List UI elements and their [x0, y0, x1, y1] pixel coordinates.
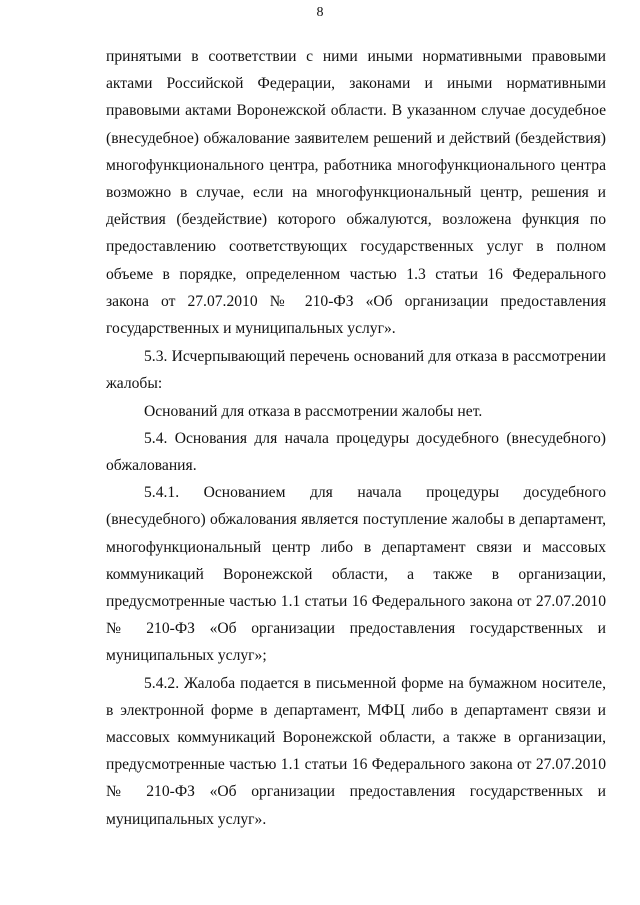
paragraph-5-4-1: 5.4.1. Основанием для начала процедуры досудебного (внесудебного) обжалования является поступление жалобы в департамент, многофункциональный центр либо в департамент связи и массовых коммуникаций Воронежской области, а также в организации, предусмотренные частью 1.1 статьи 16 Федерального закона от 27.07.2010 № 210-ФЗ «Об организации предоставления государственных и муниципальных услуг»;: [106, 484, 606, 665]
paragraph-5-4: 5.4. Основания для начала процедуры досудебного (внесудебного) обжалования.: [106, 429, 606, 475]
paragraph-5-3: 5.3. Исчерпывающий перечень оснований для отказа в рассмотрении жалобы:: [106, 348, 606, 393]
document-body: [106, 43, 606, 833]
paragraph-no-grounds: Оснований для отказа в рассмотрении жалобы нет.: [144, 402, 483, 420]
page-number: 8: [316, 5, 324, 20]
paragraph-5-4-2: 5.4.2. Жалоба подается в письменной форме на бумажном носителе, в электронной форме в департамент, МФЦ либо в департамент связи и массовых коммуникаций Воронежской области, а также в организации, предусмотренные частью 1.1 статьи 16 Федерального закона от 27.07.2010 № 210-ФЗ «Об организации предоставления государственных и муниципальных услуг».: [106, 674, 606, 828]
paragraph-continuation: принятыми в соответствии с ними иными нормативными правовыми актами Российской Федерации, законами и иными нормативными правовыми актами Воронежской области. В указанном случае досудебное (внесудебное) обжалование заявителем решений и действий (бездействия) многофункционального центра, работника многофункционального центра возможно в случае, если на многофункциональный центр, решения и действия (бездействие) которого обжалуются, возложена функция по предоставлению соответствующих государственных услуг в полном объеме в порядке, определенном частью 1.3 статьи 16 Федерального закона от 27.07.2010 № 210-ФЗ «Об организации предоставления государственных и муниципальных услуг».: [106, 48, 606, 338]
